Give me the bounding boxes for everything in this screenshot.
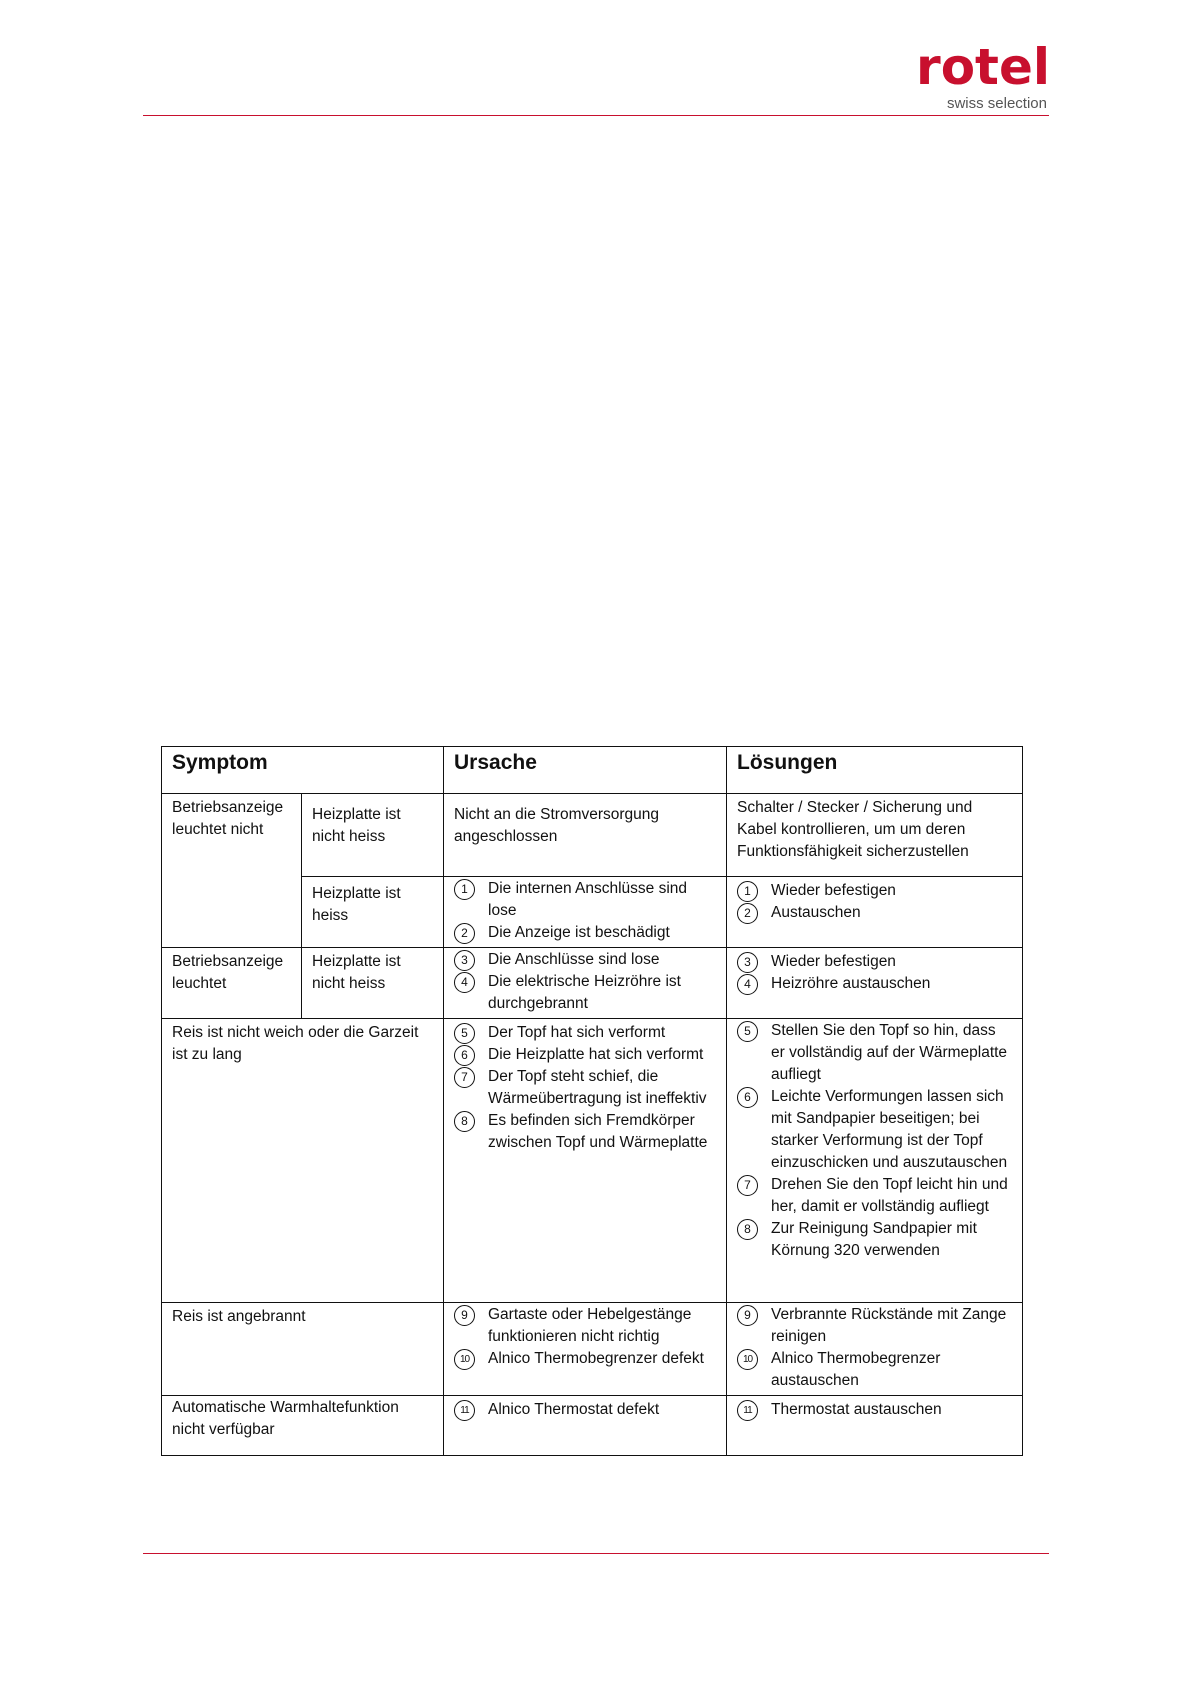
number-badge: 2: [454, 923, 475, 944]
brand-name: rotel: [916, 38, 1050, 96]
cause-list: [454, 1304, 716, 1370]
list-item: 10 Alnico Thermobegrenzer austauschen: [737, 1348, 1012, 1392]
solution-cell: Schalter / Stecker / Sicherung und Kabel kontrollieren, um um deren Funktionsfähigkeit sicherzustellen: [727, 794, 1023, 877]
list-item: 8 Es befinden sich Fremdkörper zwischen Topf und Wärmeplatte: [454, 1110, 716, 1154]
number-badge: 10: [737, 1349, 758, 1370]
sub-symptom-cell: Heizplatte ist heiss: [302, 877, 444, 948]
number-badge: 6: [737, 1087, 758, 1108]
list-item: 3 Die Anschlüsse sind lose: [454, 949, 716, 971]
number-badge: 10: [454, 1349, 475, 1370]
header-solutions: Lösungen: [727, 747, 1023, 794]
number-badge: 9: [454, 1305, 475, 1326]
list-item: 5 Stellen Sie den Topf so hin, dass er vollständig auf der Wärmeplatte aufliegt: [737, 1020, 1012, 1086]
solution-cell: [727, 877, 1023, 948]
cause-cell: Nicht an die Stromversorgung angeschlossen: [444, 794, 727, 877]
number-badge: 7: [454, 1067, 475, 1088]
number-badge: 8: [454, 1111, 475, 1132]
symptom-cell: Betriebsanzeige leuchtet nicht: [162, 794, 302, 948]
number-badge: 11: [454, 1400, 475, 1421]
solution-cell: [727, 1396, 1023, 1456]
cause-cell: [444, 1396, 727, 1456]
brand-logo: [870, 38, 1050, 116]
sub-symptom-cell: Heizplatte ist nicht heiss: [302, 948, 444, 1019]
solution-list: [737, 880, 1012, 924]
table-row: [162, 1019, 1023, 1303]
symptom-cell: Reis ist nicht weich oder die Garzeit ist zu lang: [162, 1019, 444, 1303]
table-row: [162, 948, 1023, 1019]
cause-cell: [444, 948, 727, 1019]
list-item: 1 Die internen Anschlüsse sind lose: [454, 878, 716, 922]
troubleshooting-table: [161, 746, 1023, 1456]
number-badge: 7: [737, 1175, 758, 1196]
symptom-cell: Betriebsanzeige leuchtet: [162, 948, 302, 1019]
number-badge: 3: [454, 950, 475, 971]
footer-rule: [143, 1553, 1049, 1554]
symptom-cell: Automatische Warmhaltefunktion nicht verfügbar: [162, 1396, 444, 1456]
table-row: [162, 794, 1023, 877]
list-item: 2 Die Anzeige ist beschädigt: [454, 922, 716, 944]
number-badge: 4: [454, 972, 475, 993]
number-badge: 1: [737, 881, 758, 902]
cause-list: [454, 878, 716, 944]
solution-list: [737, 1304, 1012, 1392]
number-badge: 1: [454, 879, 475, 900]
cause-cell: [444, 1019, 727, 1303]
list-item: 4 Heizröhre austauschen: [737, 973, 1012, 995]
solution-cell: [727, 948, 1023, 1019]
solution-list: [737, 1020, 1012, 1262]
list-item: 11 Thermostat austauschen: [737, 1399, 1012, 1421]
number-badge: 8: [737, 1219, 758, 1240]
list-item: 8 Zur Reinigung Sandpapier mit Körnung 320 verwenden: [737, 1218, 1012, 1262]
number-badge: 6: [454, 1045, 475, 1066]
list-item: 5 Der Topf hat sich verformt: [454, 1022, 716, 1044]
table-header-row: [162, 747, 1023, 794]
brand-tagline: swiss selection: [946, 95, 1047, 112]
solution-list: [737, 951, 1012, 995]
cause-list: [454, 1399, 716, 1421]
number-badge: 5: [737, 1021, 758, 1042]
solution-cell: [727, 1303, 1023, 1396]
list-item: 3 Wieder befestigen: [737, 951, 1012, 973]
list-item: 9 Gartaste oder Hebelgestänge funktionieren nicht richtig: [454, 1304, 716, 1348]
list-item: 7 Drehen Sie den Topf leicht hin und her, damit er vollständig aufliegt: [737, 1174, 1012, 1218]
header-symptom: Symptom: [162, 747, 444, 794]
solution-cell: [727, 1019, 1023, 1303]
number-badge: 5: [454, 1023, 475, 1044]
list-item: 1 Wieder befestigen: [737, 880, 1012, 902]
list-item: 9 Verbrannte Rückstände mit Zange reinigen: [737, 1304, 1012, 1348]
number-badge: 4: [737, 974, 758, 995]
cause-cell: [444, 877, 727, 948]
list-item: 7 Der Topf steht schief, die Wärmeübertragung ist ineffektiv: [454, 1066, 716, 1110]
list-item: 2 Austauschen: [737, 902, 1012, 924]
sub-symptom-cell: Heizplatte ist nicht heiss: [302, 794, 444, 877]
list-item: 4 Die elektrische Heizröhre ist durchgebrannt: [454, 971, 716, 1015]
table-row: [162, 1396, 1023, 1456]
cause-cell: [444, 1303, 727, 1396]
list-item: 6 Leichte Verformungen lassen sich mit Sandpapier beseitigen; bei starker Verformung ist der Topf einzuschicken und auszutauschen: [737, 1086, 1012, 1174]
number-badge: 9: [737, 1305, 758, 1326]
cause-list: [454, 949, 716, 1015]
header-cause: Ursache: [444, 747, 727, 794]
header-rule: [143, 115, 1049, 116]
number-badge: 2: [737, 903, 758, 924]
list-item: 11 Alnico Thermostat defekt: [454, 1399, 716, 1421]
solution-list: [737, 1399, 1012, 1421]
table-row: [162, 1303, 1023, 1396]
symptom-cell: Reis ist angebrannt: [162, 1303, 444, 1396]
number-badge: 3: [737, 952, 758, 973]
list-item: 6 Die Heizplatte hat sich verformt: [454, 1044, 716, 1066]
list-item: 10 Alnico Thermobegrenzer defekt: [454, 1348, 716, 1370]
cause-list: [454, 1022, 716, 1154]
number-badge: 11: [737, 1400, 758, 1421]
